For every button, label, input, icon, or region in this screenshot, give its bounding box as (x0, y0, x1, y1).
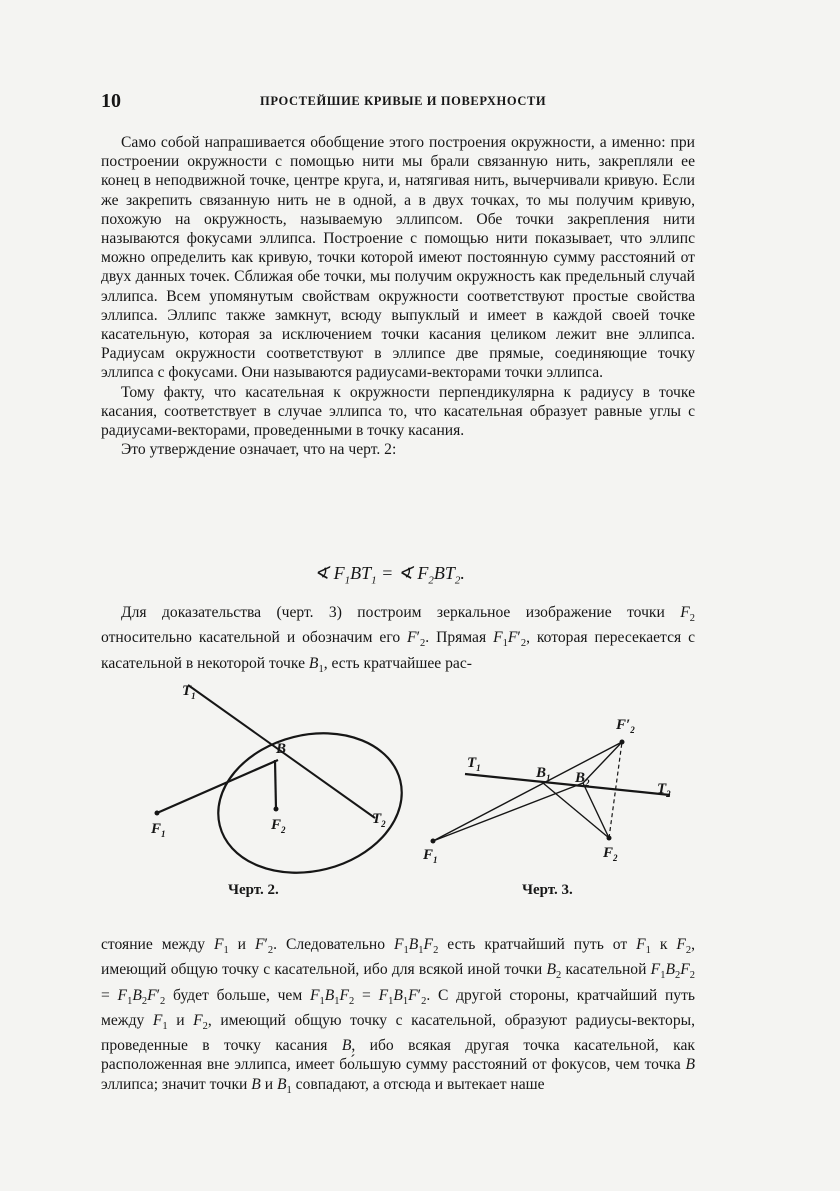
text-block-upper (101, 133, 695, 459)
focus-f2-dot (274, 807, 279, 812)
label-f2: $F_2$ (603, 845, 618, 863)
line-f1-f2prime (433, 742, 622, 841)
label-f1: $F_1$ (423, 847, 438, 865)
label-f1: $F_1$ (151, 821, 166, 839)
focus-f2-dot (607, 836, 612, 841)
radius-vector-f2 (275, 760, 276, 809)
running-title: ПРОСТЕЙШИЕ КРИВЫЕ И ПОВЕРХНОСТИ (260, 94, 547, 108)
line-f1-b2 (433, 783, 583, 841)
line-b2-f2prime (583, 742, 622, 783)
label-t1: $T_1$ (182, 683, 196, 701)
figure-3-caption: Черт. 3. (522, 882, 573, 898)
angle-equality-formula: ∢ $F_1BT_1$ = ∢ $F_2BT_2$. (314, 563, 465, 587)
label-b2: $B_2$ (575, 770, 590, 788)
figure-3-construction (415, 705, 685, 875)
paragraph-1: Само собой напрашивается обобщение этого построения окружности, а именно: при построении окружности с помощью нити мы брали связанную нить, закрепляли ее конец в неподвижной точке, центре круга, и, натягивая нить, вычерчивали кривую. Если же закрепить связанную нить не в одной, а в двух точках, то мы получим кривую, похожую на окружность, называемую эллипсом. Обе точки закрепления нити называются фокусами эллипса. Построение с помощью нити показывает, что эллипс можно определить как кривую, точки которой имеют постоянную сумму расстояний от двух данных точек. Сближая обе точки, мы получим окружность как предельный случай эллипса. Всем упомянутым свойствам окружности соответствуют простые свойства эллипса. Эллипс также замкнут, всюду выпуклый и имеет в каждой своей точке касательную, которая за исключением точки касания целиком лежит вне эллипса. Радиусам окружности соответствуют в эллипсе две прямые, соединяющие точку эллипса с фокусами. Они называются радиусами-векторами точки эллипса. (101, 134, 695, 382)
radius-vector-f1 (157, 760, 278, 813)
text-block-lower (101, 935, 695, 1100)
label-b: B (276, 741, 287, 757)
figure-2-caption: Черт. 2. (228, 882, 279, 898)
paragraph-2: Тому факту, что касательная к окружности перпендикулярна к радиусу в точке касания, соответствует в случае эллипса то, что касательная образует равные углы с радиусами-векторами, проведенными в точку касания. (101, 383, 695, 440)
focus-f2prime-dot (620, 740, 625, 745)
paragraph-3: Это утверждение означает, что на черт. 2: (121, 441, 397, 459)
label-f2-prime: $F'_2$ (616, 717, 635, 735)
label-f2: $F_2$ (271, 817, 286, 835)
page-number: 10 (101, 90, 121, 112)
focus-f1-dot (431, 839, 436, 844)
ellipse (203, 715, 416, 885)
paragraph-4: Для доказательства (черт. 3) построим зеркальное изображение точки $F_2$ относительно касательной и обозначим его $F'_2$. Прямая $F_1F'_2$, которая пересекается с касательной в некоторой точке $B_1$, есть кратчайшее рас- (101, 604, 696, 675)
paragraph-5: стояние между $F_1$ и $F'_2$. Следовательно $F_1B_1F_2$ есть кратчайший путь от $F_1$ к $F_2$, имеющий общую точку с касательной, ибо для всякой иной точки $B_2$ касательной $F_1B_2F_2 = F_1B_2F'_2$ будет больше, чем $F_1B_1F_2 = F_1B_1F'_2$. С другой стороны, кратчайший путь между $F_1$ и $F_2$, имеющий общую точку с касательной, образуют радиусы-векторы, проведенные в точку касания B, ибо всякая другая точка касательной, как расположенная вне эллипса, имеет бо́льшую сумму расстояний от фокусов, чем точка B эллипса; значит точки B и $B_1$ совпадают, а отсюда и вытекает наше (101, 936, 696, 1096)
label-t1: $T_1$ (467, 755, 481, 773)
label-t2: $T_2$ (657, 781, 671, 799)
label-b1: $B_1$ (536, 765, 551, 783)
line-b1-f2 (543, 783, 609, 838)
line-b2-f2 (583, 783, 609, 838)
tangent-line (465, 774, 670, 795)
label-t2: $T_2$ (372, 811, 386, 829)
focus-f1-dot (155, 811, 160, 816)
figure-2-ellipse (100, 665, 420, 885)
